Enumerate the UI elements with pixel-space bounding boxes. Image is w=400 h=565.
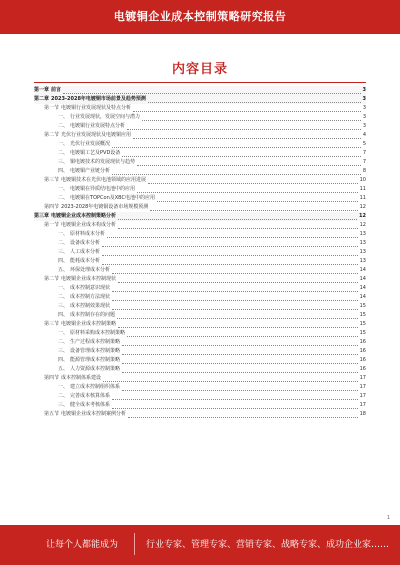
toc-leader-dots: [122, 385, 358, 391]
toc-entry-number: 二、: [58, 150, 69, 156]
toc-entry-page: 3: [362, 96, 366, 102]
toc-entry[interactable]: [34, 401, 366, 410]
toc-entry-label: 设备管理成本控制策略: [70, 348, 121, 354]
toc-entry-number: 四、: [58, 168, 69, 174]
toc-leader-dots: [112, 169, 361, 175]
toc-entry-label: 电镀铜在异质结电池中的应用: [70, 186, 136, 192]
toc-entry[interactable]: [34, 338, 366, 347]
toc-entry-label: 电镀铜行业发展现状及特点分析: [61, 105, 132, 111]
toc-leader-dots: [118, 214, 357, 220]
toc-entry[interactable]: [34, 212, 366, 221]
toc-leader-dots: [112, 394, 358, 400]
footer-slogan: 让每个人都能成为: [46, 540, 119, 550]
toc-entry-number: 二、: [58, 294, 69, 300]
toc-leader-dots: [118, 277, 358, 283]
toc-entry-label: 2023-2028年电镀铜设备市场规模预测: [61, 204, 149, 210]
toc-entry[interactable]: [34, 122, 366, 131]
toc-entry-page: 16: [359, 348, 366, 354]
toc-entry[interactable]: [34, 293, 366, 302]
toc-entry-page: 12: [359, 213, 366, 219]
toc-entry-label: 电镀铜企业成本控制现状: [61, 276, 117, 282]
toc-leader-dots: [148, 178, 358, 184]
toc-entry-label: 电镀铜技术在光伏电池领域的应用进展: [61, 177, 147, 183]
toc-leader-dots: [107, 232, 358, 238]
toc-entry-label: 原材料采购成本控制策略: [70, 330, 126, 336]
toc-entry-page: 11: [359, 186, 366, 192]
toc-entry-page: 13: [359, 231, 366, 237]
toc-entry-number: 二、: [58, 339, 69, 345]
toc-entry-label: 成本控制方法现状: [70, 294, 111, 300]
toc-entry-label: 成本控制体系建设: [61, 375, 102, 381]
toc-entry-page: 12: [359, 204, 366, 210]
toc-divider: [34, 82, 366, 83]
toc-entry-label: 成本控制效果现状: [70, 303, 111, 309]
toc-entry-page: 15: [359, 330, 366, 336]
toc-entry-number: 第一节: [44, 105, 60, 111]
toc-entry[interactable]: [34, 221, 366, 230]
toc-entry-number: 三、: [58, 303, 69, 309]
toc-leader-dots: [102, 241, 358, 247]
toc-entry-label: 2023-2028年电镀铜市场前景及趋势预测: [51, 96, 146, 102]
toc-entry-label: 人力资源成本控制策略: [70, 366, 121, 372]
toc-entry-number: 一、: [58, 231, 69, 237]
toc-entry[interactable]: [34, 302, 366, 311]
toc-entry-number: 二、: [58, 393, 69, 399]
toc-entry[interactable]: [34, 104, 366, 113]
toc-leader-dots: [112, 304, 358, 310]
toc-entry-label: 铜电镀技术的发展现状与趋势: [70, 159, 136, 165]
toc-entry[interactable]: [34, 374, 366, 383]
toc-leader-dots: [137, 160, 361, 166]
toc-entry-label: 电镀铜在TOPCon及XBC电池中的应用: [70, 195, 155, 201]
toc-leader-dots: [122, 367, 358, 373]
toc-entry-page: 8: [362, 168, 366, 174]
toc-entry[interactable]: [34, 239, 366, 248]
toc-entry-page: 3: [362, 87, 366, 93]
report-footer: [0, 525, 400, 565]
toc-entry-number: 第三节: [44, 321, 60, 327]
toc-leader-dots: [122, 340, 358, 346]
toc-entry[interactable]: [34, 167, 366, 176]
toc-entry-label: 光伏行业发展概况: [70, 141, 111, 147]
toc-leader-dots: [142, 115, 361, 121]
toc-entry-page: 17: [359, 375, 366, 381]
toc-entry[interactable]: [34, 347, 366, 356]
toc-leader-dots: [137, 187, 358, 193]
toc-entry-label: 电镀铜企业成本控制策略分析: [51, 213, 117, 219]
toc-entry-number: 四、: [58, 357, 69, 363]
toc-entry[interactable]: [34, 194, 366, 203]
toc-entry[interactable]: [34, 86, 366, 95]
toc-leader-dots: [112, 142, 361, 148]
page-number: 1: [386, 515, 390, 521]
toc-entry-number: 第四节: [44, 204, 60, 210]
toc-entry-page: 15: [359, 312, 366, 318]
toc-entry-number: 一、: [58, 114, 69, 120]
toc-entry[interactable]: [34, 320, 366, 329]
toc-entry-page: 3: [362, 105, 366, 111]
toc-leader-dots: [112, 286, 358, 292]
toc-entry-label: 生产过程成本控制策略: [70, 339, 121, 345]
toc-entry[interactable]: [34, 410, 366, 419]
toc-entry-label: 成本控制意识现状: [70, 285, 111, 291]
toc-leader-dots: [118, 322, 358, 328]
toc-leader-dots: [128, 412, 358, 418]
toc-entry-label: 电镀铜工艺及PVD设备: [70, 150, 121, 156]
toc-entry-label: 电镀铜行业发展特点分析: [70, 123, 126, 129]
toc-entry-page: 18: [359, 411, 366, 417]
toc-entry[interactable]: [34, 257, 366, 266]
toc-entry-page: 5: [362, 141, 366, 147]
toc-entry-number: 第二节: [44, 276, 60, 282]
toc-entry-page: 15: [359, 321, 366, 327]
toc-entry-page: 3: [362, 123, 366, 129]
toc-entry[interactable]: [34, 158, 366, 167]
toc-leader-dots: [63, 88, 360, 94]
toc-leader-dots: [133, 133, 361, 139]
toc-entry-number: 一、: [58, 384, 69, 390]
toc-entry[interactable]: [34, 140, 366, 149]
toc-entry-label: 光伏行业发展现状及电镀铜应用: [61, 132, 132, 138]
toc-entry-page: 7: [362, 159, 366, 165]
toc-leader-dots: [112, 268, 358, 274]
toc-entry[interactable]: [34, 149, 366, 158]
toc-entry[interactable]: [34, 275, 366, 284]
toc-entry-number: 第三章: [34, 213, 50, 219]
toc-leader-dots: [127, 331, 358, 337]
toc-leader-dots: [122, 358, 358, 364]
toc-entry-label: 能耗成本分析: [70, 258, 101, 264]
toc-leader-dots: [118, 223, 358, 229]
toc-entry-label: 环保处理成本分析: [70, 267, 111, 273]
toc-entry[interactable]: [34, 131, 366, 140]
toc-entry-number: 二、: [58, 195, 69, 201]
toc-entry[interactable]: [34, 383, 366, 392]
toc-entry[interactable]: [34, 284, 366, 293]
toc-leader-dots: [157, 196, 358, 202]
toc-leader-dots: [127, 124, 361, 130]
toc-leader-dots: [150, 205, 357, 211]
toc-entry-number: 一、: [58, 285, 69, 291]
toc-entry-page: 16: [359, 339, 366, 345]
toc-leader-dots: [117, 313, 358, 319]
toc-entry-number: 五、: [58, 267, 69, 273]
toc-entry-page: 3: [362, 114, 366, 120]
toc-entry-page: 15: [359, 303, 366, 309]
toc-leader-dots: [102, 250, 358, 256]
toc-entry-label: 健全成本考核体系: [70, 402, 111, 408]
toc-entry-page: 13: [359, 249, 366, 255]
toc-entry-page: 14: [359, 294, 366, 300]
toc-entry-number: 二、: [58, 240, 69, 246]
toc-entry-label: 成本控制存在的问题: [70, 312, 116, 318]
toc-entry-label: 人工成本分析: [70, 249, 101, 255]
toc-entry-number: 第一章: [34, 87, 50, 93]
toc-leader-dots: [112, 403, 358, 409]
toc-entry-label: 电镀铜企业成本控制策略: [61, 321, 117, 327]
toc-entry-number: 二、: [58, 123, 69, 129]
toc-title: 内容目录: [171, 62, 228, 77]
toc-entry-page: 13: [359, 258, 366, 264]
toc-leader-dots: [133, 106, 361, 112]
toc-entry[interactable]: [34, 248, 366, 257]
toc-entry-label: 原材料成本分析: [70, 231, 106, 237]
toc-entry-number: 第一节: [44, 222, 60, 228]
toc-entry[interactable]: [34, 95, 366, 104]
toc-entry-number: 第三节: [44, 177, 60, 183]
toc-entry-number: 第五节: [44, 411, 60, 417]
toc-entry-page: 12: [359, 222, 366, 228]
report-header: [0, 0, 400, 34]
toc-entry-page: 10: [359, 177, 366, 183]
toc-entry[interactable]: [34, 329, 366, 338]
toc-leader-dots: [122, 151, 361, 157]
toc-entry-page: 7: [362, 150, 366, 156]
toc-entry-label: 建立成本控制组织体系: [70, 384, 121, 390]
toc-entry-number: 三、: [58, 402, 69, 408]
report-title: 电镀铜企业成本控制策略研究报告: [113, 10, 287, 23]
toc-entry-page: 16: [359, 357, 366, 363]
toc-entry-number: 三、: [58, 348, 69, 354]
table-of-contents: [34, 86, 366, 419]
toc-entry-label: 设备成本分析: [70, 240, 101, 246]
toc-leader-dots: [103, 376, 358, 382]
toc-entry[interactable]: [34, 113, 366, 122]
toc-entry-number: 第二章: [34, 96, 50, 102]
toc-entry[interactable]: [34, 356, 366, 365]
toc-entry[interactable]: [34, 203, 366, 212]
toc-entry[interactable]: [34, 176, 366, 185]
toc-entry-page: 17: [359, 384, 366, 390]
toc-entry[interactable]: [34, 266, 366, 275]
toc-leader-dots: [112, 295, 358, 301]
toc-entry-number: 四、: [58, 312, 69, 318]
toc-entry-label: 电镀铜企业成本构成分析: [61, 222, 117, 228]
toc-entry-page: 11: [359, 195, 366, 201]
footer-roles: 行业专家、管理专家、营销专家、战略专家、成功企业家……: [146, 540, 390, 550]
toc-entry-page: 13: [359, 240, 366, 246]
toc-entry-number: 五、: [58, 366, 69, 372]
toc-entry-page: 14: [359, 285, 366, 291]
toc-leader-dots: [122, 349, 358, 355]
toc-entry-page: 17: [359, 393, 366, 399]
toc-entry-number: 一、: [58, 141, 69, 147]
toc-entry-number: 第四节: [44, 375, 60, 381]
toc-entry-number: 四、: [58, 258, 69, 264]
toc-entry-page: 17: [359, 402, 366, 408]
toc-leader-dots: [148, 97, 361, 103]
toc-entry[interactable]: [34, 365, 366, 374]
toc-entry-number: 三、: [58, 249, 69, 255]
toc-entry[interactable]: [34, 311, 366, 320]
toc-entry-label: 行业发展现状，发展空间与潜力: [70, 114, 141, 120]
toc-entry-page: 14: [359, 267, 366, 273]
toc-leader-dots: [102, 259, 358, 265]
toc-entry-number: 一、: [58, 330, 69, 336]
toc-entry[interactable]: [34, 392, 366, 401]
toc-entry-page: 16: [359, 366, 366, 372]
toc-entry[interactable]: [34, 185, 366, 194]
toc-entry-label: 完善成本核算体系: [70, 393, 111, 399]
toc-entry-label: 前言: [51, 87, 62, 93]
toc-entry-number: 一、: [58, 186, 69, 192]
toc-entry-number: 第二节: [44, 132, 60, 138]
toc-entry-page: 14: [359, 276, 366, 282]
toc-entry-page: 4: [362, 132, 366, 138]
footer-divider: [134, 533, 135, 555]
toc-entry-label: 电镀铜企业成本控制案例分析: [61, 411, 127, 417]
toc-entry-label: 能源管理成本控制策略: [70, 357, 121, 363]
toc-entry-label: 电镀铜产业链分析: [70, 168, 111, 174]
toc-entry-number: 三、: [58, 159, 69, 165]
toc-entry[interactable]: [34, 230, 366, 239]
